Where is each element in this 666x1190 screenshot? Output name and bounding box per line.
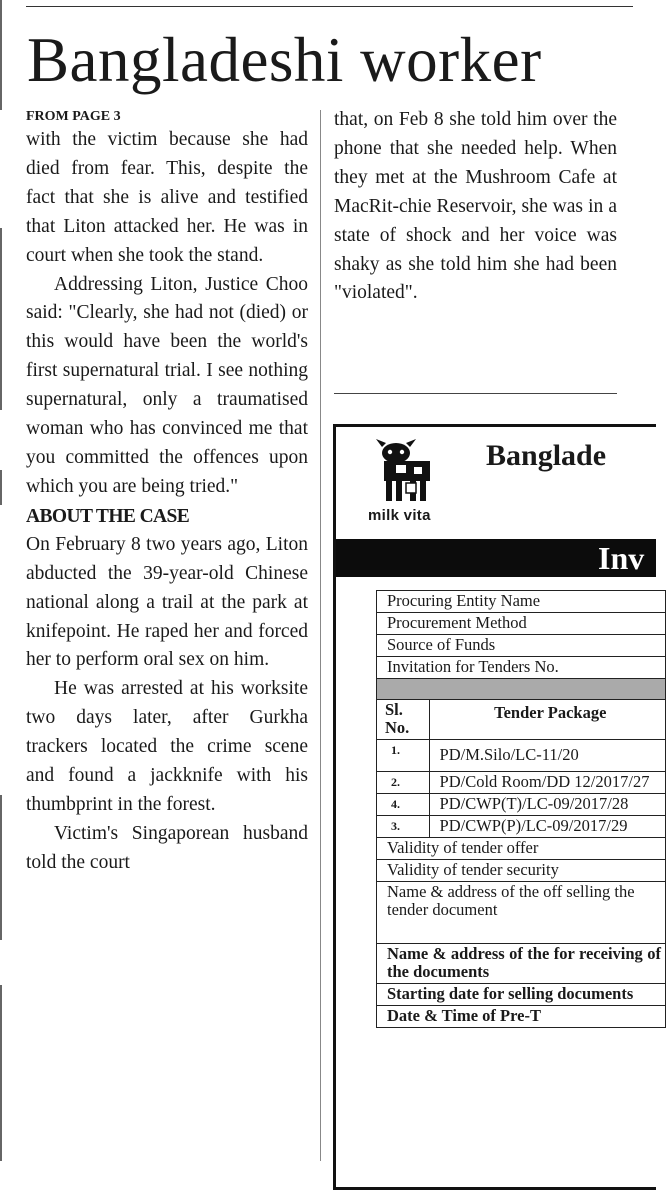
left-edge-rule [0,228,2,410]
table-cell: Name & address of the off selling the tender document [377,882,666,944]
table-row [377,944,666,984]
column-end-rule [334,393,617,394]
table-cell: Procurement Method [377,613,666,635]
table-row [377,679,666,700]
table-cell: PD/M.Silo/LC-11/20 [429,740,665,772]
paragraph: that, on Feb 8 she told him over the phone that she needed help. When they met at the Mushroom Cafe at MacRit-chie Reservoir, she was in a state of shock and her voice was shaky as she told him she had been "violated". [334,109,617,304]
ad-title: Banglade [486,439,607,472]
left-edge-rule [0,985,2,1161]
left-edge-rule [0,470,2,505]
table-cell: Source of Funds [377,635,666,657]
ad-title-band [336,539,656,577]
table-header-sl: Sl. No. [377,700,430,740]
subheading: ABOUT THE CASE [26,505,190,527]
table-cell: 2. [377,772,430,794]
table-cell: 1. [377,740,430,772]
tender-table [376,590,666,1028]
table-cell: PD/CWP(P)/LC-09/2017/29 [429,816,665,838]
table-row [377,657,666,679]
table-row [377,816,666,838]
table-gray-band [377,679,666,700]
ad-band-text: Inv [598,540,645,576]
table-cell: Procuring Entity Name [377,591,666,613]
table-cell: Invitation for Tenders No. [377,657,666,679]
paragraph: On February 8 two years ago, Liton abducted the 39-year-old Chinese national along a trail at the park at knifepoint. He raped her and forced her to perform oral sex on him. [26,533,308,671]
table-row [377,838,666,860]
article-column-2 [334,106,617,308]
table-row [377,860,666,882]
table-cell: 4. [377,794,430,816]
table-cell: Date & Time of Pre-T [377,1006,666,1028]
table-row [377,794,666,816]
table-cell: 3. [377,816,430,838]
headline: Bangladeshi worker [27,25,542,95]
paragraph: Victim's Singaporean husband told the court [26,822,308,873]
table-row [377,591,666,613]
table-header-package: Tender Package [429,700,665,740]
cow-logo-icon [374,437,436,503]
table-row [377,613,666,635]
table-cell: PD/Cold Room/DD 12/2017/27 [429,772,665,794]
kicker: FROM PAGE 3 [26,109,121,124]
paragraph: He was arrested at his worksite two days later, after Gurkha trackers located the crime scene and found a jackknife with his thumbprint in the forest. [26,678,308,815]
table-row [377,772,666,794]
paragraph: Addressing Liton, Justice Choo said: "Clearly, she had not (died) or this would have been the world's first supernatural trial. I see nothing supernatural, only a traumatised woman who has convinced me that you committed the offences upon which you are being tried." [26,273,308,497]
table-cell: Name & address of the for receiving of the documents [377,944,666,984]
table-row [377,635,666,657]
table-row [377,882,666,944]
table-cell: Starting date for selling documents [377,984,666,1006]
tender-advertisement [333,424,661,1190]
table-header-row [377,700,666,740]
table-cell: PD/CWP(T)/LC-09/2017/28 [429,794,665,816]
column-divider [320,110,321,1161]
paragraph: with the victim because she had died from fear. This, despite the fact that she is alive and testified that Liton attacked her. He was in court when she took the stand. [26,129,308,266]
logo-text: milk vita [368,507,431,524]
table-row [377,1006,666,1028]
top-rule [26,6,633,7]
left-edge-rule [0,795,2,940]
left-edge-rule [0,0,2,110]
article-column-1 [26,108,308,878]
table-row [377,740,666,772]
table-cell: Validity of tender security [377,860,666,882]
table-cell: Validity of tender offer [377,838,666,860]
table-row [377,984,666,1006]
